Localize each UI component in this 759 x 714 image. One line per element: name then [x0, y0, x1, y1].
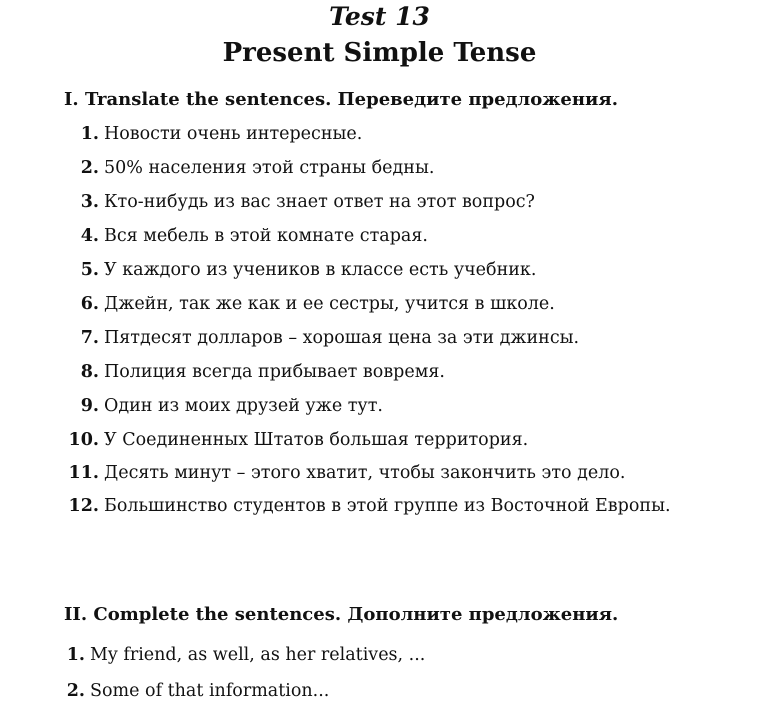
item-text: Один из моих друзей уже тут.	[104, 396, 383, 416]
item-text: Вся мебель в этой комнате старая.	[104, 226, 428, 246]
item-text: Кто-нибудь из вас знает ответ на этот вопрос?	[104, 192, 535, 212]
page-title: Present Simple Tense	[222, 38, 537, 68]
item-number: 7.	[80, 328, 99, 348]
item-number: 12.	[68, 496, 99, 516]
item-number: 1.	[66, 645, 85, 665]
list-item	[62, 121, 722, 147]
test-number: Test 13	[329, 2, 430, 31]
list-item	[62, 291, 722, 317]
item-number: 11.	[68, 463, 99, 483]
list-item	[62, 155, 722, 181]
item-text: У каждого из учеников в классе есть учебник.	[104, 260, 537, 280]
list-item	[62, 427, 722, 453]
list-item	[62, 461, 722, 486]
list-item	[62, 642, 722, 668]
list-item	[62, 325, 722, 351]
item-text: 50% населения этой страны бедны.	[104, 158, 435, 178]
item-number: 1.	[80, 124, 99, 144]
item-number: 2.	[66, 681, 85, 701]
item-number: 10.	[68, 430, 99, 450]
item-number: 9.	[80, 396, 99, 416]
section-2-list	[62, 642, 722, 714]
item-number: 3.	[80, 192, 99, 212]
item-number: 4.	[80, 226, 99, 246]
item-text: Пятдесят долларов – хорошая цена за эти джинсы.	[104, 328, 580, 348]
list-item	[62, 189, 722, 215]
item-number: 6.	[80, 294, 99, 314]
item-text: Десять минут – этого хватит, чтобы закончить это дело.	[104, 463, 626, 483]
section-1-list	[62, 121, 722, 527]
list-item	[62, 393, 722, 419]
item-text: Some of that information...	[90, 681, 330, 701]
list-item	[62, 678, 722, 704]
item-text: Новости очень интересные.	[104, 124, 363, 144]
item-number: 2.	[80, 158, 99, 178]
section-2-heading: II. Complete the sentences. Дополните предложения.	[64, 604, 619, 625]
item-text: Полиция всегда прибывает вовремя.	[104, 362, 445, 382]
item-text: My friend, as well, as her relatives, ...	[90, 645, 426, 665]
section-1-heading: I. Translate the sentences. Переведите предложения.	[64, 89, 618, 110]
item-text: Большинство студентов в этой группе из Восточной Европы.	[104, 496, 671, 516]
item-number: 8.	[80, 362, 99, 382]
item-text: Джейн, так же как и ее сестры, учится в школе.	[104, 294, 555, 314]
list-item	[62, 494, 722, 519]
list-item	[62, 223, 722, 249]
item-text: У Соединенных Штатов большая территория.	[104, 430, 529, 450]
item-number: 5.	[80, 260, 99, 280]
list-item	[62, 359, 722, 385]
list-item	[62, 257, 722, 283]
